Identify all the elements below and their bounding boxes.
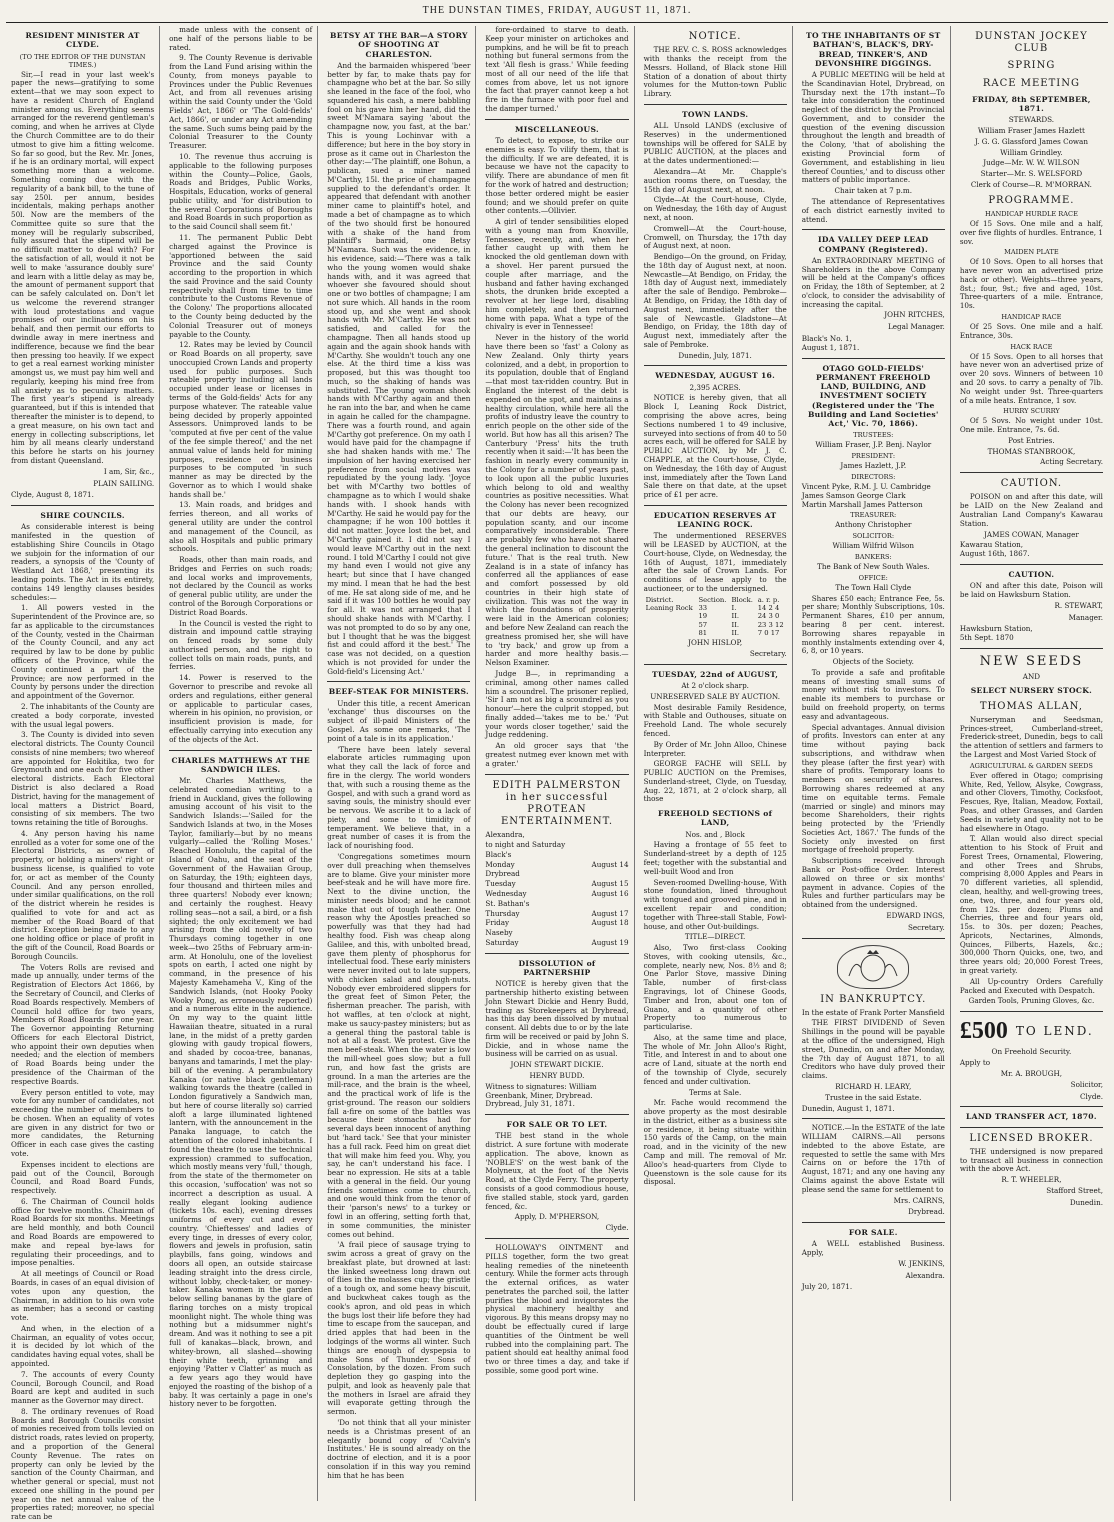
table-cell: [644, 629, 697, 637]
table-row: [644, 612, 787, 620]
table-cell: I.: [731, 604, 737, 613]
tour-place: Tuesday: [485, 879, 516, 889]
column-5: [639, 26, 793, 1501]
signature: JOHN HISLOP,: [688, 638, 743, 648]
dated: Dunedin, August 1, 1871.: [801, 1103, 895, 1113]
subheading: Objects of the Society.: [832, 657, 914, 667]
divider: [644, 365, 787, 366]
paragraph: HOLLOWAY'S OINTMENT and PILLS together, form the two great healing remedies of the nineteenth century. While the former acts through the external orifices, as water penetrates the parched soil, the latter purifies the blood and invigorates the physical machinery healthy and vigorous. By this means dropsy may no doubt be effectually cured if large quantities of the Ointment be well rubbed into the complaining part. The patient should eat healthy animal food two or three times a day, and take if possible, some good port wine.: [485, 1242, 629, 1375]
lend-place: Clyde.: [1079, 1091, 1103, 1101]
table-cell: II.: [731, 620, 740, 629]
lend-name: Mr. A. BROUGH,: [1000, 1069, 1063, 1078]
label: SOLICITOR:: [852, 532, 895, 541]
paragraph: To provide a safe and profitable means of investing small sums of money without risk to investors. To enable its members to purchase or build on freehold property, on terms easy and advantageous.: [801, 667, 945, 721]
divider: [802, 229, 945, 230]
paragraph: And when, in the election of a Chairman, an equality of votes occur, it is decided by lot which of the candidates having equal votes, shall be appointed.: [11, 1323, 155, 1368]
value: James Hazlett, J.P.: [840, 461, 907, 471]
paragraph: 7. The accounts of every County Council, Borough Council, and Road Board are kept and audited in such manner as the Governor may direct.: [11, 1369, 155, 1406]
race-name: HURRY SCURRY: [1003, 407, 1060, 416]
paragraph: T. Allan would also direct special attention to his Stock of Fruit and Forest Trees, Ornamental, Flowering, and other Trees and Shrubs, comprising 8,000 Apples and Pears in 70 different varieties, all splendid, clean, healthy, and well-growing trees, one, two, three, and four years old, from 12s. per dozen; Plums and Cherries, three and four years old, 15s. to 30s. per dozen; Peaches, Apricots, Nectarines, Almonds, Quinces, Filberts, Hazels, &c.; 300,000 Thorn Quicks, one, two, and three years old; 20,000 Forest Trees, in great variety.: [959, 834, 1103, 976]
dated: August 1, 1871.: [801, 342, 860, 352]
paragraph: 8. The ordinary revenues of Road Boards and Borough Councils consist of monies received from tolls levied on district roads, rates levied on property, and a proportion of the General County Revenue. The rates on property can only be levied by the sanction of the County Chairman, and whether general or special, must not exceed one shilling in the pound per year on the net annual value of the properties rated; moreover, no special rate can be: [11, 1406, 155, 1522]
auction-label: UNRESERVED SALE BY AUCTION.: [650, 691, 781, 701]
tour-row: [485, 939, 628, 948]
steward-line: William Grindley.: [1000, 147, 1063, 157]
column-7: [955, 26, 1108, 1501]
tour-date: August 14: [591, 859, 629, 869]
value: William Fraser, J.P. Benj. Naylor: [815, 440, 932, 450]
paragraph: Also, at the same time and place, The whole of Mr. John Alloo's Right, Title, and Interest in and to about one acre of Land, situate at the north end of the township of Clyde, securely fenced and under cultivation.: [643, 1032, 787, 1086]
signature-title: Secretary.: [749, 649, 787, 658]
estate-name: In the estate of Frank Porter Mansfield: [801, 1007, 945, 1017]
paragraph: Never in the history of the world have there been so 'fast' a Colony as New Zealand. Only thirty years colonized, and a debt, in proportion to its population, double that of England—that most tax-ridden country. But in England the interest of the debt is expended on the spot, and maintains a healthy circulation, while here all the profits of industry leave the country to enrich people on the other side of the world. But how has all this arisen? The Canterbury 'Press' hits the truth recently when it said:—'It has been the fashion in nearly every community in the Colony for a number of years past, to look upon all the public luxuries which belong to old and wealthy countries as positive necessities. What the Colony has never been recognized that our debts are heavy, our population scanty, and our income comparatively inconsiderable. There are probably few who have not shared the general inclination to discount the future.' That is the real truth. New Zealand is in a state of infancy has conferred all the appliances of ease and comfort possessed by old countries in their high state of civilization. This was not the way in which the foundations of prosperity were laid in the American colonies; and before New Zealand can reach the greatness promised her, she will have to 'try back,' and grow up from a harder and more healthy basis.—Nelson Examiner.: [485, 333, 629, 668]
table-cell: 33: [698, 604, 708, 613]
lot-numbers: Nos. and , Block: [685, 829, 745, 839]
value: The Town Hall Clyde: [835, 582, 912, 592]
paragraph: At all meetings of Council or Road Boards, in cases of an equal division of votes upon any question, the Chairman, in addition to his own vote as member; has a second or casting vote.: [11, 1269, 155, 1323]
paragraph: THE undersigned is now prepared to transact all business in connection with the above Act.: [959, 1146, 1103, 1174]
heading-wednesday: WEDNESDAY, AUGUST 16.: [655, 371, 776, 381]
signature: Mrs. CAIRNS,: [893, 1195, 945, 1205]
signature-title: Manager.: [1068, 612, 1103, 622]
table-header: a. r. p.: [757, 595, 780, 604]
paragraph: Roads, other than main roads, and Bridges and Ferries on such roads; and local works and improvements, not declared by the Council as works of general public utility, are under the control of the Borough Corporations or District Road Boards.: [169, 555, 313, 617]
signature: W. JENKINS,: [898, 1258, 945, 1268]
divider: [169, 750, 312, 751]
paragraph: THE REV. C. S. ROSS acknowledges with thanks the receipt from the Messrs. Holland, of Black stone Hill Station of a donation of about thirty volumes for the Mutton-town Public Library.: [643, 45, 787, 99]
paragraph: Alexandra—At Mr. Chapple's auction rooms there, on Tuesday, the 15th day of August next, at noon.: [643, 167, 787, 194]
table-header: Section.: [698, 595, 727, 604]
tour-date: August 19: [591, 937, 629, 947]
tour-date: August 18: [591, 918, 629, 928]
tour-place: Monday: [485, 859, 515, 869]
race-desc: Of 15 Sovs. Open to all horses that have never won an advertised prize of over 20 sovs. Winners of between 10 and 20 sovs. to carry a penalty of 7lb. No weight under 9st. Three-quarters of a mile heats. Entrance, 1 sov.: [959, 351, 1103, 405]
divider: [485, 953, 628, 954]
tour-place: Wednesday: [485, 888, 527, 898]
paragraph: 10. The revenue thus accruing is applicable to the following purposes within the County—Police, Gaols, Roads and Bridges, Public Works, Hospitals, Education, works of general public utility, and 'for distribution to the several Corporations of Boroughs and Road Boards in such proportion as to the said Council shall seem fit.': [169, 151, 313, 232]
heading-otago-society: OTAGO GOLD-FIELDS' PERMANENT FREEHOLD LAND, BUILDING, AND INVESTMENT SOCIETY (Registered under the 'The Building and Land Societies' Act,' Vic. 70, 1866).: [807, 363, 939, 429]
race-date: FRIDAY, 8th SEPTEMBER, 1871.: [972, 94, 1091, 113]
lend-header: [960, 1017, 1103, 1046]
divider: [644, 104, 787, 105]
paragraph: GEORGE FACHE will SELL by PUBLIC AUCTION on the Premises, Sunderland-street, Clyde, on Tuesday, Aug. 22, 1871, at 2 o'clock sharp, all those: [643, 759, 787, 804]
label: TREASURER:: [850, 511, 897, 520]
letter-body: Sir,—I read in your last week's paper the news—gratifying to some extent—that we may soon expect to have a resident Church of England minister among us. Everything seems arranged for the reverend gentleman's coming, and when he arrives at Clyde the Church Committee are to do their utmost to give him a fitting welcome. So far so good, but the Rev. Mr. Jones, if he is an ordinary mortal, will expect something more than a welcome. Something coming due with the regularity of a bank bill, to the tune of say 250l. per annum, besides incidentals, making perhaps another 50l. Now are the members of the Committee quite so sure that the money will be regularly subscribed, fully assured that the stipend will be no difficult matter to deal with? For the satisfaction of all, would it not be well to make 'assurance doubly sure' and learn with a little delay as may be, the amount of permanent support that can be safely calculated on. Don't let us welcome the reverend stranger with loud protestations and vague promises of our inclinations on his behalf, and then permit our efforts to dwindle away in mere inertness and indifference, because we find the bear then pressing too heavily. If we expect to get a real earnest working minister amongst us, we must pay him well and regularly, keeping his mind free from all anxiety as to pecuniary matters. The first year's stipend is already guaranteed, but if this is intended that thereafter the minister is to depend, to a great measure, on his own tact and energy in collecting subscriptions, let him by all means clearly understand this before he starts on his journey from distant Queensland.: [11, 69, 155, 465]
paragraph: made unless with the consent of one half of the persons liable to be rated.: [169, 25, 313, 52]
heading-spring: SPRING: [1007, 60, 1056, 72]
heading-miscellaneous: MISCELLANEOUS.: [515, 124, 599, 134]
signature-title: Acting Secretary.: [1040, 457, 1103, 467]
subheading: AGRICULTURAL & GARDEN SEEDS: [969, 761, 1093, 770]
paragraph: 4. Any person having his name enrolled as a voter for some one of the Electoral Districts, as owner of property, or holding a miners' right or business license, is qualified to vote for, or act as member of the County Council. And any person enrolled, under similar qualifications, on the roll of the district wherein he resides is qualified to vote for and act as member of the Road Board of that district. Exception being made to any one holding office or place of profit in the gift of the Council, Road Boards or Borough Councils.: [11, 828, 155, 961]
tour-row: [485, 841, 628, 850]
divider: [485, 1238, 628, 1239]
paragraph: 'A frail piece of sausage trying to swim across a great of gravy on the breakfast plate, but drowned at last: the linked sweetness long drawn out of flies in the molasses cup; the gristle of a tough ox, and some heavy biscuit, and buckwheat cakes tough as the cook's apron, and old peas in which the bugs lost their life before they had time to escape from the saucepan, and dried apples that had been in the lodgings of the worms all winter. Such things are enough of dyspepsia to make Sons of Thunder. Sons of Consolation, by the dozen. From such depletion they go gasping into the pulpit, and look as heavenly pale that the mothers in Israel are afraid they will evaporate getting through the sermon.: [327, 1240, 471, 1417]
paragraph: Also, Two first-class Cooking Stoves, with cooking utensils, &c., complete, nearly new, Nos. 8½ and 8; One Parlor Stove, massive Dining Table, number of first-class Engravings, lot of Chinese Goods, Timber and Iron, about one ton of Guano, and a quantity of other Property too numerous to particularise.: [643, 943, 787, 1032]
paragraph: Cromwell—At the Court-house, Cromwell, on Thursday, the 17th day of August next, at noon.: [643, 223, 787, 251]
label: DIRECTORS:: [851, 472, 896, 481]
post-entries: Post Entries.: [1008, 435, 1055, 445]
value: James Samson George Clark: [801, 490, 906, 500]
reserves-table: [644, 596, 787, 637]
paragraph: THE best stand in the whole district. A sure fortune with moderate application. The above, known as 'NOBLE'S' on the west bank of the Molyneux, at the foot of the Nevis Road, at the Clyde Ferry. The property consists of a good commodious house, five stalled stable, stock yard, garden fenced, &c.: [485, 1131, 629, 1211]
value: Martin Marshall James Patterson: [801, 499, 923, 509]
tour-place: to night and Saturday: [485, 840, 566, 850]
paragraph: Most desirable Family Residence, with Stable and Outhouses, situate on Freehold Land. The whole securely fenced.: [643, 702, 787, 738]
signature: RICHARD H. LEARY,: [835, 1081, 912, 1091]
table-cell: Leaning Rock: [645, 604, 693, 613]
table-cell: [644, 612, 697, 620]
paragraph: Subscriptions received through Bank or Post-office Order. Interest allowed on three or six months' payment in advance. Copies of the Rules and further particulars may be obtained from the undersigned.: [801, 856, 945, 910]
stewards-label: STEWARDS.: [1008, 115, 1055, 125]
title-direct: TITLE—DIRECT.: [684, 932, 746, 942]
value: Anthony Christopher: [835, 520, 912, 530]
table-cell: 23 3 12: [757, 620, 784, 629]
paragraph: 13. Main roads, and bridges and ferries thereon, and all works of general utility are under the control and management of the Council, as also all Hospitals and public primary schools.: [169, 500, 313, 554]
heading-tuesday: TUESDAY, 22nd of AUGUST,: [652, 669, 779, 679]
tour-row: [485, 890, 628, 899]
signature: JOHN STEWART DICKIE.: [510, 1060, 604, 1070]
place: Black's No. 1,: [801, 334, 852, 344]
place: Drybread.: [908, 1207, 945, 1217]
signature-title: Secretary.: [907, 922, 945, 932]
paragraph: A WELL established Business. Apply,: [801, 1239, 945, 1258]
tour-place: Friday: [485, 918, 510, 928]
letter-signoff: I am, Sir, &c.,: [103, 466, 155, 476]
divider: [644, 664, 787, 665]
dated: Drybread, July 31, 1871.: [485, 1099, 575, 1109]
place: Clyde.: [605, 1223, 629, 1233]
tour-row: [485, 910, 628, 919]
table-cell: 57: [698, 620, 708, 629]
judge: Judge—Mr. W. W. WILSON: [983, 158, 1080, 168]
masthead: [6, 0, 1108, 23]
tour-place: Black's: [485, 849, 512, 859]
paragraph: Clyde—At the Court-house, Clyde, on Wednesday, the 16th day of August next, at noon.: [643, 195, 787, 222]
table-cell: 24 3 0: [757, 612, 780, 621]
starter: Starter—Mr. S. WELSFORD: [980, 169, 1083, 179]
table-row: [644, 629, 787, 637]
tour-row: [485, 831, 628, 840]
paragraph: An EXTRAORDINARY MEETING of Shareholders in the above Company will be held at the Company's offices on Friday, the 18th of September, at 2 o'clock, to consider the advisability of increasing the capital.: [801, 255, 945, 309]
column-3: [322, 26, 476, 1501]
tour-date: August 17: [591, 908, 629, 918]
race-desc: Of 5 Sovs. No weight under 10st. One mile. Entrance, 7s. 6d.: [959, 416, 1103, 435]
paragraph: 'Congregations sometimes mourn over dull preaching when themselves are to blame. Give your minister more beef-steak and he will have more fire. Next to the divine unction, the minister needs blood; and he cannot make that out of tough leather. One reason why the Apostles preached so powerfully was that they had had healthy food. Fish was cheap along Galilee, and this, with unbolted bread, gave them plenty of phosphorus for intellectual food. These early ministers were never invited out to late suppers, with chicken salad and dough-nuts. Nobody ever embroidered slippers for the great feet of Simon Peter, the fisherman preacher. The parish, with hot waffles, at ten o'clock at night, make us saucy-pastey ministers; but as a general thing the pastoral table is not at all a feast. We protest. Give the men beef-steak. When the water is low the mill-wheel goes slow; but a full run, and how fast the grists are ground. In a man the arteries are the mill-race, and the brain is the wheel, and the practical work of life is the grist-ground. The reason our soldiers fall a-fire on some of the battles was because their stomachs had for several days been innocent of anything but 'hard tack.' See that your minister has a full rack. Feed him on great diet that will make him feed you. Why, you say, he can't understand his face. I bear no expression. He sits at a table with a general in the field. Our young friends sometimes come to church, and one would think from the tenor of their 'parson's news' to a turkey or fowl in an offering, setting forth that, in some communities, the minister comes out behind.: [327, 851, 471, 1239]
paragraph: The undermentioned RESERVES will be LEASED by AUCTION, at the Court-house, Clyde, on Wednesday, the 16th of August, 1871, immediately after the sale of Crown Lands. For conditions of lease apply to the auctioneer, or to the undersigned.: [643, 531, 787, 594]
tour-place: Naseby: [485, 928, 513, 938]
dated: July 20, 1871.: [801, 1282, 853, 1292]
table-row: [644, 621, 787, 629]
paragraph: 'There have been lately several elaborate articles rummaging upon what they call the lack of force and fire in the clergy. The world wonders that, with such a rousing theme as the Gospel, and with such a grand word as saving souls, the ministry should ever be nervous. We ascribe it to a lack of piety, and some to timidity of temperament. We believe that, in a great number of cases it is from the lack of nourishing food.: [327, 744, 471, 851]
heading-charles-matthews: CHARLES MATTHEWS AT THE SANDWICH ILES.: [171, 755, 310, 774]
heading-land-transfer: LAND TRANSFER ACT, 1870.: [965, 1112, 1097, 1122]
value: William Wilfrid Wilson: [832, 541, 915, 551]
race-name: MAIDEN PLATE: [1004, 248, 1059, 257]
column-4: [480, 26, 634, 1501]
label: BANKERS:: [854, 552, 892, 561]
lend-title: Solicitor,: [1070, 1079, 1103, 1089]
paragraph: NOTICE is hereby given that the partnership hitherto existing between John Stewart Dickie and Henry Budd, trading as Storekeepers at Drybread, has this day been dissolved by mutual consent. All debts due to or by the late firm will be received or paid by John S. Dickie, and in whose name the business will be carried on as usual.: [485, 979, 629, 1059]
city: Dunedin.: [1069, 1197, 1103, 1207]
signature: THOMAS STANBROOK,: [987, 446, 1076, 456]
value: Vincent Pyke, R.M. J. U. Cambridge: [801, 482, 931, 491]
paragraph: A PUBLIC MEETING will be held at the Scandinavian Hotel, Drybread, on Thursday next the 17th instant—To take into consideration the continued neglect of the district by the Provincial Government, and to consider the question of the evening discussion throughout the length and breadth of the Colony, 'that of abolishing the existing Provincial form of Government, and establishing in lieu thereof Counties,' and to discuss other matters of public importance.: [801, 70, 945, 185]
paragraph: Every person entitled to vote, may vote for any number of candidates, not exceeding the number of members to be chosen. When an equality of votes are given in any district for two or more candidates, the Returning Officer in each case gives the casting vote.: [11, 1087, 155, 1158]
signature: R. STEWART,: [1054, 600, 1103, 610]
tour-row: [485, 929, 628, 938]
lend-line: On Freehold Security.: [991, 1047, 1072, 1057]
letter-author: PLAIN SAILING.: [93, 478, 155, 488]
paragraph: Under this title, a recent American 'exchange' thus discourses on the subject of ill-paid Ministers of the Gospel. As some one remarks, 'The point of a tale is in its application.': [327, 698, 471, 743]
divider: [960, 564, 1103, 565]
tour-place: Thursday: [485, 908, 520, 918]
heading-jockey-club: DUNSTAN JOCKEY CLUB: [975, 31, 1088, 55]
divider: [485, 1114, 628, 1115]
paragraph: 12. Rates may be levied by Council or Road Boards on all property, save unoccupied Crown Lands and property used for public purposes. Such rateable property including all lands occupied under lease or licenses in terms of the Gold-fields' Acts for any purpose whatever. The rateable value being decided by properly appointed Assessors. Unimproved lands to be 'computed at five per cent of the value of the fee simple thereof,' and the net annual value of lands held for mining purposes, residence or business purposes to be computed 'in such manner as may be directed by the Governor as to which I would shake hands shall be.': [169, 340, 313, 499]
paragraph: 'Do not think that all your minister needs is a Christmas present of an elegantly bound copy of 'Calvin's Institutes.' He is sound already on the doctrine of election, and it is a poor consolation if in this way you remind him that he has been: [327, 1417, 471, 1480]
tour-place: Drybread: [485, 869, 520, 879]
heading-freehold: FREEHOLD SECTIONS of LAND,: [658, 809, 773, 828]
witness: Witness to signatures: William Greenbank, Miner, Drybread.: [485, 1081, 597, 1100]
signature: JAMES COWAN, Manager: [984, 529, 1079, 539]
table-cell: 81: [698, 628, 708, 637]
heading-dissolution: DISSOLUTION of PARTNERSHIP: [518, 958, 596, 977]
dated: 5th Sept. 1870: [959, 633, 1014, 643]
divider: [802, 1118, 945, 1119]
divider: [644, 505, 787, 506]
chair-time: Chair taken at 7 p.m.: [834, 186, 912, 196]
heading-inhabitants: TO THE INHABITANTS OF ST BATHAN'S, BLACK'S, DRY-BREAD, TINKER'S, AND DEVONSHIRE DIGGINGS.: [806, 31, 941, 68]
paragraph: Judge B—, in reprimanding a criminal, among other names called him a scoundrel. The prisoner replied, 'Sir I am not as big a scoundrel as you honour'—here the culprit stopped, but finally added—'takes me to be.' 'Put your words closer together,' said the Judge reddening.: [485, 668, 629, 740]
table-cell: [644, 621, 697, 629]
column-6: [797, 26, 951, 1501]
heading-shire-councils: SHIRE COUNCILS.: [40, 511, 125, 521]
table-cell: 14 2 4: [757, 604, 780, 613]
tour-row: [485, 861, 628, 870]
heading-for-sale-or-let: FOR SALE OR TO LET.: [506, 1120, 608, 1130]
dated: Dunedin, July, 1871.: [678, 350, 752, 360]
table-header: Block.: [731, 595, 753, 604]
heading-ida-valley: IDA VALLEY DEEP LEAD COMPANY (Registered).: [818, 235, 929, 254]
paragraph: 14. Power is reserved to the Governor to prescribe and revoke all orders and regulations, either general or applicable to particular cases, wherein in his opinion, no provision, or insufficient provision is made, for effectually carrying into execution any of the objects of the Act.: [169, 673, 313, 744]
terms: Terms at Sale.: [689, 1087, 742, 1097]
paragraph: 6. The Chairman of Council holds office for twelve months. Chairman of Road Boards for six months. Meetings are held monthly, and both Council and Road Boards are empowered to make and repeal bye-laws for regulating their proceedings, and to impose penalties.: [11, 1196, 155, 1268]
tour-date: August 16: [591, 888, 629, 898]
signature-title: Trustee in the said Estate.: [825, 1092, 922, 1102]
lend-apply: Apply to: [959, 1058, 991, 1068]
heading-programme: PROGRAMME.: [988, 194, 1075, 206]
divider: [960, 1011, 1103, 1012]
tour-row: [485, 880, 628, 889]
letter-date: Clyde, August 8, 1871.: [11, 490, 94, 500]
subheading: (TO THE EDITOR OF THE DUNSTAN TIMES.): [19, 52, 146, 69]
heading-beefsteak: BEEF-STEAK FOR MINISTERS.: [328, 687, 469, 697]
heading-for-sale: FOR SALE.: [848, 1228, 898, 1238]
heading-bankruptcy: IN BANKRUPTCY.: [820, 993, 927, 1005]
signature: R. T. WHEELER,: [1001, 1175, 1062, 1185]
paragraph: ON and after this date, Poison will be laid on Hawksburn Station.: [959, 581, 1103, 599]
divider: [11, 505, 154, 506]
paragraph: Ever offered in Otago; comprising White, Red, Yellow, Alsyke, Cowgrass, and other Clovers, Timothy, Cocksfoot, Fescues, Rye, Italian, Meadow, Foxtail, Poas, and other Grasses, and Garden Seeds in variety and quality not to be had elsewhere in Otago.: [959, 770, 1103, 833]
clerk: Clerk of Course—R. M'MORRAN.: [970, 179, 1092, 189]
place: Kawarau Station,: [959, 540, 1024, 550]
heading-caution-1: CAUTION.: [1000, 478, 1063, 490]
tour-place: Alexandra,: [485, 830, 525, 840]
race-name: HANDICAP RACE: [1001, 313, 1062, 321]
paragraph: As considerable interest is being manifested in the question of establishing Shire Councils in Otago we subjoin for the information of our readers, a synopsis of the 'County of Westland Act 1868,' presenting its leading points. The Act in its entirety, contains 149 lengthy clauses besides schedules:—: [11, 522, 155, 602]
steward-line: J. G. G. Glassford James Cowan: [974, 136, 1088, 146]
tour-date: August 15: [591, 879, 629, 889]
paragraph: Mr. Fache would recommend the above property as the most desirable in the district, either as a business site or residence, it being situate within 150 yards of the Camp, on the main road, and in the vicinity of the new Camp and mill. The removal of Mr. Alloo's head-quarters from Clyde to Queenstown is the sole cause for its disposal.: [643, 1098, 787, 1187]
royal-crest-icon: [837, 945, 909, 989]
heading-caution-2: CAUTION.: [1008, 569, 1055, 579]
tour-row: [485, 870, 628, 879]
heading-notice: NOTICE.: [688, 31, 742, 42]
heading-nursery-stock: SELECT NURSERY STOCK.: [970, 686, 1093, 696]
tour-place: St. Bathan's: [485, 898, 530, 908]
label: OFFICE:: [858, 573, 888, 582]
table-header: District.: [645, 595, 674, 604]
place: Alexandra.: [905, 1270, 945, 1280]
signature: HENRY BUDD.: [529, 1070, 585, 1080]
paragraph: And the barmaiden whispered 'beer better by far, to make thats pay for champagne who bet at the bar. So silly she leaned in the face of the fool, who squandered his cash, a mere babbling fool on his gave him her hand, did the sweet M'Namara saying 'about the champagne now, you fast, at the bar.' This is young Lochinvar with a difference; but here in the boy story in prose as it came out in Charleston the other day:—'The plaintiff, one Bohun, a publican, sued a miner named M'Carthy, 15l. the price of champagne supplied to the defendant's order. It appeared that defendant with another miner came to plaintiff's hotel, and made a bet of champagne as to which of the two should first be honoured with a shake of the hand from plaintiff's barmaid, one Betsy M'Namara. Such was the evidence, in his evidence, said:—'There was a talk who the young women would shake hands with, and it was agreed that whoever she favoured should shout one or two bottles of champagne; I am not sure which. All hands in the room stood up, and she went and shook hands with Mr. M'Carthy. He was not satisfied, and called for the champagne. Then all hands stood up again and the again shook hands with M'Carthy. She wouldn't touch any one else. At the third time a kiss was proposed, but this was thought too much, so the shaking of hands was substituted. The young woman shook hands with M'Carthy again and then he ran into the bar, and when he came in again he called for the champagne. There was a fourth round, and again M'Carthy got preference. On my oath I would have paid for the champagne if she had shaken hands with me.' The impulsion of her having exercised her preference from social motives was repudiated by the young lady. 'Joyce bet with M'Carthy two bottles of champagne as to which I would shake hands with. I shook hands with M'Carthy. He said he would pay for the champagne; if he won 100 bottles it did not matter. Joyce lost the bet, and M'Carthy gained it. I did not say I would leave M'Carthy out in the next round. I told M'Carthy I could not give my hand even I would not give any heart; but since that I have changed my mind. I mean that he had the best of me. He sat along side of me, and he said if it was 100 bottles he would pay for all. It was not arranged that I should shake hands with M'Carthy. I was not prompted to do so by any one, but I thought that he was the biggest fist and could afford it the best.' The case was not decided, on a question which is not provided for under the Gold-field's Licensing Act.': [327, 60, 471, 676]
label: PRESIDENT:: [851, 452, 896, 461]
paragraph: 11. The permanent Public Debt charged against the Province is 'apportioned between the said Province and the said County according to the proportion in which the said Province and the said County respectively shall from time to time contribute to the Customs Revenue of the Colony.' The proportions allocated to the County being deducted by the Colonial Treasurer out of moneys payable to the County.: [169, 232, 313, 339]
heading-betsy-at-the-bar: BETSY AT THE BAR—A STORY OF SHOOTING AT CHARLESTON.: [330, 31, 468, 59]
paragraph: Garden Tools, Pruning Gloves, &c.: [968, 996, 1095, 1006]
table-cell: 7 0 17: [757, 628, 780, 637]
race-desc: Of 15 Sovs. One mile and a half, over five flights of hurdles. Entrance, 1 sov.: [959, 218, 1103, 246]
heading-thomas-allan: THOMAS ALLAN,: [979, 700, 1083, 712]
columns: [6, 25, 1108, 1522]
paragraph: Seven-roomed Dwelling-house, With stone foundation, lined throughout with tongued and grooved pine, and in excellent repair and condition; together with Three-stall Stable, Fowl-house, and other Out-buildings.: [643, 877, 787, 931]
paragraph: A girl of tender sensibilities eloped with a young man from Knoxville, Tennessee, recently, and, when her father caught up with them he knocked the old gentleman down with a shovel. Her parent pursued the couple after marriage, and the husband and father having exchanged shots, the drunken bride excepted a revolver at her liege lord, disabling him completely, and then returned home with papa. What a type of the chivalry is ever in Tennessee!: [485, 217, 629, 332]
race-name: HANDICAP HURDLE RACE: [984, 209, 1078, 218]
signature-title: Legal Manager.: [888, 322, 945, 332]
paragraph: Special advantages. Annual division of profits. Investors can enter at any time without paying back subscriptions, and withdraw when they please (after the first year) with share of profits. Temporary loans to members on security of shares. Borrowing shares redeemed at any time on equitable terms. Female (married or single) and minors may become Shareholders, their rights being protected by the 'Friendly Societies Act, 1867.' The funds of the Society only invested on first mortgage of freehold property.: [801, 722, 945, 855]
paragraph: In the Council is vested the right to distrain and impound cattle straying on fenced roads by some duly authorised person, and the right to collect tolls on main roads, punts, and ferries.: [169, 618, 313, 672]
table-cell: II.: [731, 628, 740, 637]
paragraph: An old grocer says that 'the greatest nutmeg ever known met with a grater.': [485, 741, 629, 768]
divider: [485, 119, 628, 120]
race-name: HACK RACE: [1010, 342, 1053, 351]
heading-resident-minister: RESIDENT MINISTER AT CLYDE.: [25, 31, 140, 50]
crest-icon: [843, 950, 903, 984]
table-header-row: [644, 596, 787, 604]
paragraph: Having a frontage of 55 feet to Sunderland-street by a depth of 125 feet; together with the substantial and well-built Wood and Iron: [643, 840, 787, 876]
divider: [960, 472, 1103, 473]
paragraph: All Up-country Orders Carefully Packed and Executed with Despatch.: [959, 976, 1103, 995]
paragraph: 2. The inhabitants of the County are created a body corporate, invested with the usual legal powers.: [11, 701, 155, 729]
heading-licensed-broker: LICENSED BROKER.: [969, 1132, 1094, 1144]
paragraph: 9. The County Revenue is derivable from the Land Fund arising within the County, from moneys payable to Provinces under the Public Revenues Act, and from all revenues arising within the said County under the 'Gold Fields' Act, 1866' or 'The Gold-fields' Act, 1866', or under any Act amending the same. Such sums being paid by the Colonial Treasurer to the County Treasurer.: [169, 53, 313, 151]
steward-line: William Fraser James Hazlett: [977, 126, 1085, 136]
label: TRUSTEES:: [853, 431, 894, 440]
table-cell: 19: [698, 612, 708, 621]
race-desc: Of 25 Sovs. One mile and a half. Entrance, 30s.: [959, 322, 1103, 340]
paragraph: The attendance of Representatives of each district earnestly invited to attend.: [801, 196, 945, 224]
heading-town-lands: TOWN LANDS.: [681, 109, 749, 119]
divider: [960, 1127, 1103, 1128]
heading-new-seeds: NEW SEEDS: [979, 653, 1084, 669]
tour-list: [485, 831, 628, 947]
paragraph: Mr. Charles Matthews, the celebrated comedian writing to a friend in Auckland, gives the following amusing account of his visit to the Sandwich Islands:—'Sailed for the Sandwich Islands at two, in the Moses Taylor, familiarly—but by no means vulgarly—called the 'Rolling Moses.' Reached Honolulu, the capital of the Island of Oahu, and the seat of the Government of the Hawaiian Group, on Saturday, the 19th; eighteen days, four thousand and thirteen miles and three quarters! Nobody ever known; and certainly the roughest. Heavy rolling seas—not a sail, a bird, or a fish sighted; the only excitement we had arising from the old novelty of two Thursdays coming together in one week—two 25ths of February arm-in-arm. At Honolulu, one of the loveliest spots on earth, I acted one night by command, in the presence of his Majesty Kamehameha V., King of the Sandwich Islands, (not Hooky Pooky Wooky Pong, as erroneously reported) and a numerous elite in the audience. On my way to the quaint little Hawaiian theatre, situated in a rural lane, in the midst of a pretty garden glowing with gaudy tropical flowers, and shaded by cocoa-tree, bananas, banyans and tamarinds, I met the play-bill of the evening. A perambulatory Kanaka (or native black gentleman) walking towards the theatre (called in London figuratively a Sandwich man, but here of course literally so) carried aloft a large illuminated lightened lantern, with the announcement in the Panaka language, to catch the attention of the colored inhabitants. I found the theatre (to use the technical expression) crammed to suffocation, which mostly means very 'full,' though, from the state of the thermometer on this occasion, 'suffocation' was not so incorrect a description as usual. A really elegant looking audience (tickets 10s. each), evening dresses uniforms of every cut and every country. 'Chieftesses' and ladies of every tinge, in dresses of every color, flowers and jewels in profusion, satin playbills, fans going, windows and doors all open, an outside staircase leading straight into the dress circle, without lobby, check-taker, or money-taker. Kanaka women in the garden below selling bananas by the glare of flaring torches on a misty tropical moonlight night. The whole thing was nothing but a midsummer night's dream. And was it nothing to see a pit full of kanakas—black, brown, and whitey-brown, all slashed—showing their white teeth, grinning and enjoying 'Patter v Clatter' as much as a few years ago they would have enjoyed the roasting of the bishop of a baby. It was certainly a page in one's history never to be forgotten.: [169, 776, 313, 1409]
divider: [802, 358, 945, 359]
paragraph: By Order of Mr. John Alloo, Chinese Interpreter.: [643, 739, 787, 758]
paragraph: Bendigo—On the ground, on Friday, the 18th day of August next, at noon. Newcastle—At Bendigo, on Friday, the 18th day of August next, immediately after the sale of Bendigo. Pembroke—At Bendigo, on Friday, the 18th day of August next, immediately after the sale of Newcastle. Gladstone—At Bendigo, on Friday, the 18th day of August next, immediately after the sale of Pembroke.: [643, 252, 787, 349]
paragraph: POISON on and after this date, will be LAID on the New Zealand and Australian Land Company's Kawarau Station.: [959, 492, 1103, 528]
signature: JOHN RITCHES,: [884, 310, 945, 320]
place: Hawksburn Station,: [959, 624, 1033, 634]
race-desc: Of 10 Sovs. Open to all horses that have never won an advertised prize hack or other). Weights—three years, 8st.; four, 9st.; five and aged, 10st. Three-quarters of a mile. Entrance, 10s.: [959, 257, 1103, 311]
paragraph: NOTICE is hereby given, that all Block I, Leaning Rock District, comprising the above acres, being Sections numbered 1 to 49 inclusive, surveyed into sections of from 40 to 50 acres each, will be offered for SALE by PUBLIC AUCTION, by Mr J. C. CHAPPLE, at the Court-house, Clyde, on Wednesday, the 16th day of August inst, immediately after the Town Land Sale there on that date, at the upset price of £1 per acre.: [643, 393, 787, 500]
tour-row: [485, 851, 628, 860]
heading-education-reserves: EDUCATION RESERVES AT LEANING ROCK.: [653, 510, 777, 530]
lend-amount: £500: [959, 1018, 1008, 1045]
tour-row: [485, 900, 628, 909]
signature: EDWARD INGS,: [886, 910, 945, 920]
heading-edith-palmerston: EDITH PALMERSTON in her successful PROTEAN ENTERTAINMENT.: [492, 779, 622, 828]
time: At 2 o'clock sharp.: [681, 681, 749, 691]
paragraph: fore-ordained to starve to death. Keep your minister on artichokes and pumpkins, and he will be fit to preach nothing but funeral sermons from the text 'All flesh is grass.' While feeding most of all our need of the life that comes from above, let us not ignore the fact that prayer cannot keep a hot fire in the furnace with poor fuel and the damper turned.': [485, 25, 629, 114]
address: Stafford Street,: [1046, 1185, 1103, 1195]
divider: [485, 774, 628, 775]
table-row: [644, 604, 787, 612]
paragraph: Nurseryman and Seedsman, Princes-street, Cumberland-street, Frederick-street, Dunedin, begs to call the attention of settlers and farmers to the Largest and Most Varied Stock of: [959, 714, 1103, 760]
acres: 2,395 ACRES.: [689, 382, 741, 392]
paragraph: NOTICE.—In the ESTATE of the late WILLIAM CAIRNS.—All persons indebted to the above Estate, are requested to settle the same with Mrs Cairns on or before the 17th of August, 1871; and any one having any Claims against the above Estate will please send the same for settlement to: [801, 1123, 945, 1194]
table-cell: II.: [731, 612, 740, 621]
paragraph: Shares £50 each; Entrance Fee, 5s. per share; Monthly Subscriptions, 10s. Permanent Shares, £10 per annum, bearing 8 per cent. interest. Borrowing shares repayable in monthly instalments extending over 4, 6, 8, or 10 years.: [801, 593, 945, 656]
column-1: [6, 26, 160, 1522]
paragraph: The Voters Rolls are revised and made up annually, under terms of the Registration of Electors Act 1866, by the Secretary of Council, and Clerks of Road Boards respectively. Members of Council hold office for two years, Members of Road Boards for one year. The Governor appointing Returning Officers for each Electoral District, who appoint their own deputies when needed; and the election of members of Road Boards being under the presidence of the Chairman of the respective Boards.: [11, 962, 155, 1086]
paragraph: To detect, to expose, to strike our enemies is easy. To vilify them, that is the difficulty. If we are defeated, it is because we have not the capacity to vilify. There are abundance of men fit for the work of hatred and destruction; those better ordered might be easier found; and we should prefer on quite other contents.—Ollivier.: [485, 136, 629, 216]
lend-text: TO LEND.: [1015, 1024, 1094, 1039]
and: AND: [1022, 671, 1041, 681]
paragraph: 1. All powers vested in the Superintendent of the Province are, so far as applicable to the circumstances of the County, vested in the Chairman of the County Council, and any act required by law to be done by public officers of the Province, while the County continued a part of the Province; are now performed in the County by persons under the direction and appointment of the Governor.: [11, 603, 155, 701]
divider: [960, 1106, 1103, 1107]
divider: [327, 681, 470, 682]
paragraph: Expenses incident to elections are paid out of the Council, Borough Council, and Road Board Funds, respectively.: [11, 1159, 155, 1196]
masthead-title: THE DUNSTAN TIMES, FRIDAY, AUGUST 11, 1871.: [422, 4, 692, 16]
paragraph: ALL Unsold LANDS (exclusive of Reserves) in the undermentioned townships will be offered for SALE by PUBLIC AUCTION, at the places and at the dates undermentioned:—: [643, 121, 787, 166]
signature: Apply, D. M'PHERSON,: [514, 1212, 600, 1222]
column-2: [164, 26, 318, 1501]
divider: [802, 938, 945, 939]
paragraph: 3. The County is divided into seven electoral districts. The County Council consists of nine members; two whereof are appointed for Hokitika, two for Greymouth and one each for five other electoral districts. Each Electoral District is also declared a Road District, having for the management of local matters a District Board, consisting of six members. The two towns retaining the title of Boroughs.: [11, 730, 155, 828]
tour-place: Saturday: [485, 937, 519, 947]
value: The Bank of New South Wales.: [817, 562, 930, 571]
divider: [960, 648, 1103, 649]
divider: [802, 1222, 945, 1223]
dated: August 16th, 1867.: [959, 549, 1030, 559]
heading-race-meeting: RACE MEETING: [982, 77, 1080, 89]
tour-row: [485, 919, 628, 928]
paragraph: THE FIRST DIVIDEND of Seven Shillings in the pound will be payable at the office of the undersigned, High street, Dunedin, on and after Monday, the 7th day of August 1871, to all Creditors who have duly proved their claims.: [801, 1018, 945, 1081]
